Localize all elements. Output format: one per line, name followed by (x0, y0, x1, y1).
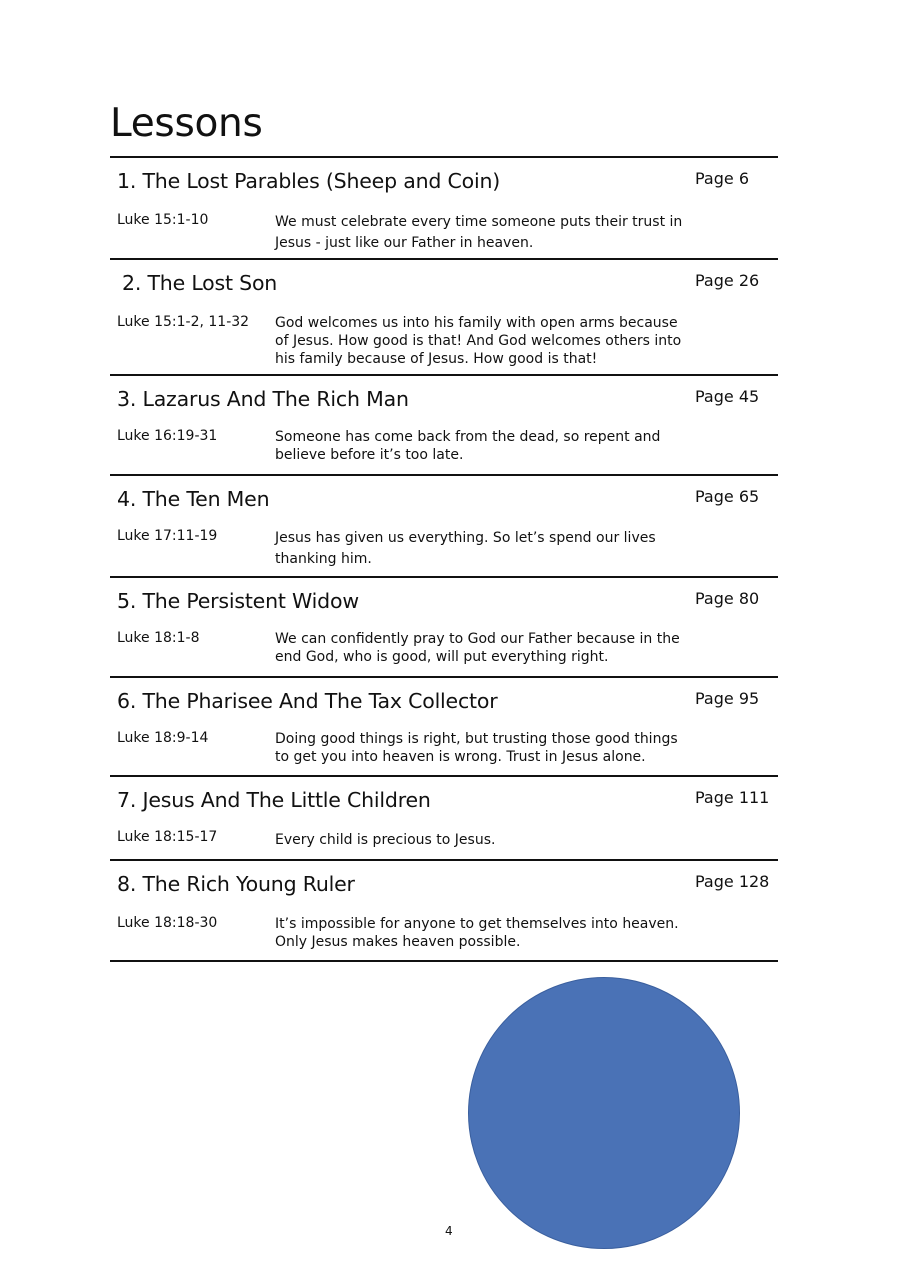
lesson-title: 7. Jesus And The Little Children (117, 788, 431, 812)
lesson-title: 4. The Ten Men (117, 487, 270, 511)
lesson-item (110, 578, 778, 678)
lesson-reference: Luke 17:11-19 (117, 528, 218, 544)
page-number: 4 (445, 1224, 453, 1238)
lesson-description: Someone has come back from the dead, so repent and believe before it’s too late. (275, 429, 661, 463)
lesson-reference: Luke 18:1-8 (117, 630, 200, 646)
lesson-page: Page 111 (695, 788, 770, 807)
lesson-description: We can confidently pray to God our Father because in the end God, who is good, will put everything right. (275, 631, 680, 665)
lesson-description: God welcomes us into his family with open arms because of Jesus. How good is that! And God welcomes others into his family because of Jesus. How good is that! (275, 315, 682, 367)
lesson-page: Page 95 (695, 689, 760, 708)
lesson-item (110, 376, 778, 476)
page-title: Lessons (110, 101, 263, 146)
lesson-page: Page 65 (695, 487, 760, 506)
lesson-reference: Luke 18:18-30 (117, 915, 218, 931)
lesson-description: We must celebrate every time someone puts their trust in Jesus - just like our Father in heaven. (275, 214, 683, 251)
lesson-title: 1. The Lost Parables (Sheep and Coin) (117, 169, 501, 193)
lesson-item (110, 861, 778, 962)
lesson-item (110, 260, 778, 376)
lesson-item (110, 678, 778, 777)
lesson-page: Page 80 (695, 589, 760, 608)
lesson-reference: Luke 15:1-10 (117, 212, 209, 228)
lesson-description: It’s impossible for anyone to get themselves into heaven. Only Jesus makes heaven possible. (275, 916, 679, 950)
lesson-description: Every child is precious to Jesus. (275, 832, 496, 848)
lesson-title: 3. Lazarus And The Rich Man (117, 387, 409, 411)
lesson-title: 6. The Pharisee And The Tax Collector (117, 689, 498, 713)
lesson-page: Page 45 (695, 387, 760, 406)
lesson-description: Jesus has given us everything. So let’s spend our lives thanking him. (275, 530, 656, 567)
blue-circle-shape (468, 977, 740, 1249)
lesson-page: Page 26 (695, 271, 760, 290)
lesson-item (110, 476, 778, 578)
lesson-reference: Luke 16:19-31 (117, 428, 218, 444)
lesson-reference: Luke 18:15-17 (117, 829, 218, 845)
lesson-item (110, 158, 778, 260)
lesson-description: Doing good things is right, but trusting those good things to get you into heaven is wrong. Trust in Jesus alone. (275, 731, 678, 765)
lesson-page: Page 128 (695, 872, 770, 891)
lesson-title: 2. The Lost Son (122, 271, 278, 295)
lesson-list (110, 156, 778, 962)
lesson-page: Page 6 (695, 169, 749, 188)
lesson-title: 8. The Rich Young Ruler (117, 872, 355, 896)
lesson-title: 5. The Persistent Widow (117, 589, 359, 613)
lesson-reference: Luke 15:1-2, 11-32 (117, 314, 250, 330)
lesson-item (110, 777, 778, 861)
lesson-reference: Luke 18:9-14 (117, 730, 209, 746)
